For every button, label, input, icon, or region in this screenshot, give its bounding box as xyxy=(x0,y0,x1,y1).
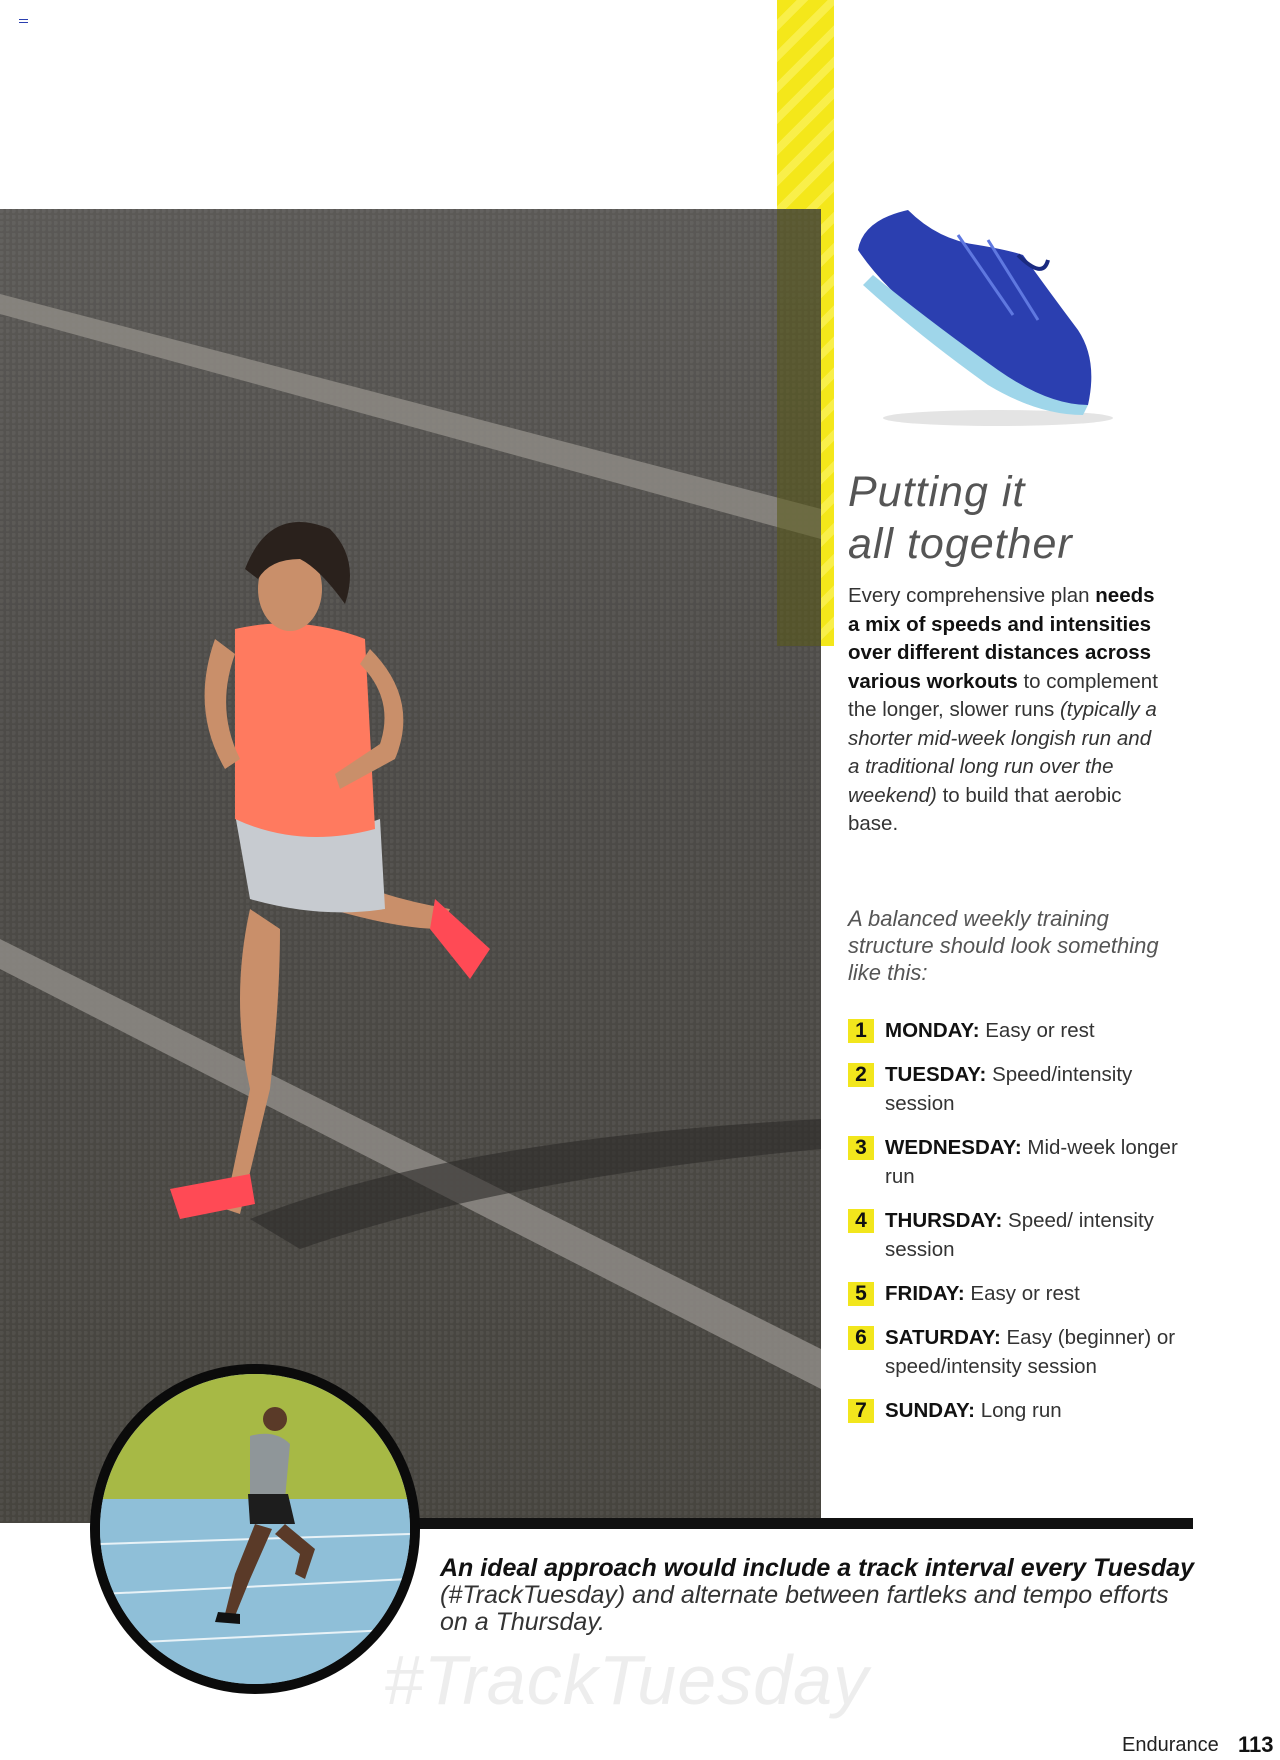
day-description: Easy or rest xyxy=(979,1019,1095,1042)
running-shoe-image xyxy=(848,200,1128,430)
number-badge: 3 xyxy=(848,1136,874,1160)
day-name: SUNDAY: xyxy=(885,1399,975,1422)
day-description: Mid-week longer run xyxy=(885,1136,1178,1188)
track-tuesday-watermark: #TrackTuesday xyxy=(384,1641,870,1719)
section-heading xyxy=(848,466,1178,570)
day-description: Easy (beginner) or speed/intensity session xyxy=(885,1326,1176,1378)
pull-quote-rest: (#TrackTuesday) and alternate between fartleks and tempo efforts on a Thursday. xyxy=(440,1581,1169,1636)
intro-italic: (typically a shorter mid-week longish run and a traditional long run over the weekend) xyxy=(848,698,1157,807)
list-item xyxy=(848,1060,1178,1118)
number-badge: 7 xyxy=(848,1399,874,1423)
footer-section-name: Endurance xyxy=(1122,1734,1219,1756)
day-name: WEDNESDAY: xyxy=(885,1136,1022,1159)
list-item xyxy=(848,1279,1178,1308)
heading-line-2: all together xyxy=(848,520,1073,568)
list-item xyxy=(848,1133,1178,1191)
stripe-overlay xyxy=(777,209,821,646)
weekly-structure-subheading: A balanced weekly training structure should look something like this: xyxy=(848,906,1159,985)
intro-paragraph xyxy=(848,582,1168,839)
day-description: Easy or rest xyxy=(964,1282,1080,1305)
pull-quote xyxy=(440,1555,1200,1636)
list-item xyxy=(848,1016,1178,1045)
divider-rule xyxy=(400,1518,1193,1529)
woman-running-photo xyxy=(0,209,821,1523)
man-sprinting-on-track-photo xyxy=(90,1364,420,1694)
day-description: Speed/ intensity session xyxy=(885,1209,1154,1261)
pull-quote-bold: An ideal approach would include a track interval every Tuesday xyxy=(440,1554,1194,1582)
day-name: THURSDAY: xyxy=(885,1209,1003,1232)
day-description: Speed/intensity session xyxy=(885,1063,1133,1115)
intro-bold: needs a mix of speeds and intensities over different distances across various workouts xyxy=(848,584,1155,693)
number-badge: 2 xyxy=(848,1063,874,1087)
day-name: TUESDAY: xyxy=(885,1063,987,1086)
menu-icon[interactable] xyxy=(19,19,28,26)
number-badge: 6 xyxy=(848,1326,874,1350)
number-badge: 5 xyxy=(848,1282,874,1306)
intro-text-3: to build that aerobic base. xyxy=(848,783,1122,835)
day-name: MONDAY: xyxy=(885,1019,980,1042)
list-item xyxy=(848,1396,1178,1425)
intro-text-1: Every comprehensive plan xyxy=(848,584,1096,607)
day-description: Long run xyxy=(975,1399,1062,1422)
day-name: FRIDAY: xyxy=(885,1282,965,1305)
page-number: 113 xyxy=(1238,1732,1274,1757)
day-name: SATURDAY: xyxy=(885,1326,1001,1349)
list-item xyxy=(848,1323,1178,1381)
number-badge: 4 xyxy=(848,1209,874,1233)
weekly-plan-list xyxy=(848,1016,1178,1440)
heading-line-1: Putting it xyxy=(848,468,1026,516)
intro-text-2: to complement the longer, slower runs xyxy=(848,669,1158,721)
list-item xyxy=(848,1206,1178,1264)
number-badge: 1 xyxy=(848,1019,874,1043)
